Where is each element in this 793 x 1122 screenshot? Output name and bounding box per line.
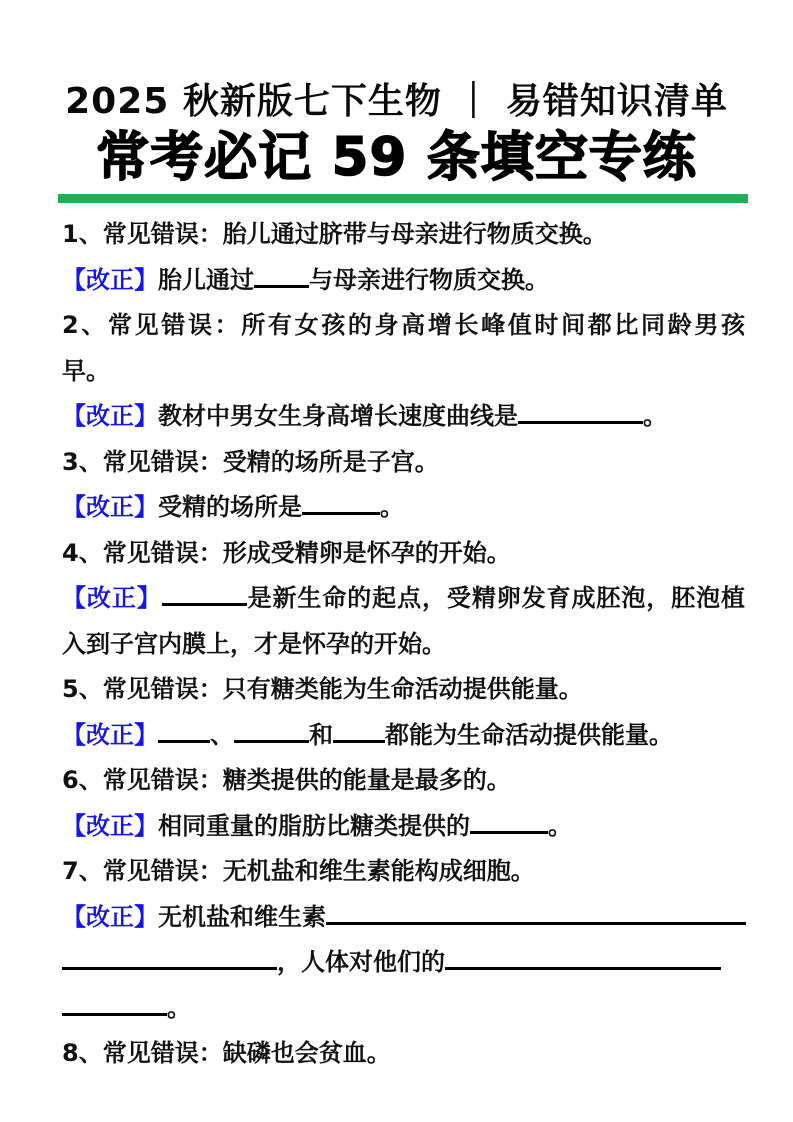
correction-line <box>62 713 745 759</box>
fill-in-blank <box>158 721 210 743</box>
list-item-3 <box>62 440 745 531</box>
correction-label: 【改正】 <box>62 720 158 749</box>
correction-line <box>62 394 745 440</box>
correction-line <box>62 622 745 668</box>
text-run: 相同重量的脂肪比糖类提供的 <box>158 811 470 840</box>
list-item-8 <box>62 1031 745 1077</box>
correction-label: 【改正】 <box>62 902 158 931</box>
text-run: 入到子宫内膜上，才是怀孕的开始。 <box>62 629 446 658</box>
correction-label: 【改正】 <box>62 402 158 430</box>
error-line <box>62 758 745 804</box>
text-run: 5、常见错误：只有糖类能为生命活动提供能量。 <box>62 675 583 703</box>
list-item-4 <box>62 531 745 668</box>
correction-line <box>62 576 745 622</box>
correction-line <box>62 895 745 941</box>
error-line <box>62 212 745 258</box>
correction-line <box>62 485 745 531</box>
list-item-1 <box>62 212 745 303</box>
text-run: 4、常见错误：形成受精卵是怀孕的开始。 <box>62 538 511 567</box>
fill-in-blank <box>62 948 277 970</box>
error-line <box>62 849 745 895</box>
correction-label: 【改正】 <box>62 811 158 840</box>
list-item-7 <box>62 849 745 1031</box>
fill-in-blank <box>470 812 548 834</box>
text-run: 与母亲进行物质交换。 <box>309 265 549 294</box>
correction-line <box>62 804 745 850</box>
list-item-6 <box>62 758 745 849</box>
fill-in-blank <box>162 584 247 606</box>
fill-in-blank <box>518 402 643 424</box>
text-run: 都能为生命活动提供能量。 <box>385 720 673 749</box>
error-line <box>62 349 745 395</box>
text-run: 。 <box>167 993 191 1022</box>
fill-in-blank <box>62 994 167 1016</box>
page-header <box>0 0 793 203</box>
fill-in-blank <box>234 721 309 743</box>
correction-label: 【改正】 <box>62 584 162 612</box>
text-run: 。 <box>548 811 572 840</box>
error-line <box>62 440 745 486</box>
question-list <box>0 203 793 1077</box>
text-run: 无机盐和维生素 <box>158 902 326 931</box>
fill-in-blank <box>326 903 746 925</box>
text-run: 和 <box>309 720 333 749</box>
text-run: 是新生命的起点，受精卵发育成胚泡，胚泡植 <box>246 584 746 612</box>
text-run: 6、常见错误：糖类提供的能量是最多的。 <box>62 766 511 794</box>
error-line <box>62 303 745 349</box>
text-run: 、 <box>210 720 234 749</box>
text-run: 2、常见错误：所有女孩的身高增长峰值时间都比同龄男孩 <box>62 311 745 339</box>
text-run: 7、常见错误：无机盐和维生素能构成细胞。 <box>62 857 535 885</box>
text-run: 早。 <box>62 356 110 385</box>
text-run: 8、常见错误：缺磷也会贫血。 <box>62 1039 391 1067</box>
text-run: ，人体对他们的 <box>277 948 445 976</box>
fill-in-blank <box>254 266 309 288</box>
error-line <box>62 667 745 713</box>
text-run: 3、常见错误：受精的场所是子宫。 <box>62 447 439 476</box>
text-run: 胎儿通过 <box>158 265 254 294</box>
correction-label: 【改正】 <box>62 493 158 521</box>
text-run: 。 <box>380 493 404 521</box>
error-line <box>62 531 745 577</box>
text-run: 1、常见错误：胎儿通过脐带与母亲进行物质交换。 <box>62 220 607 248</box>
page-title: 常考必记 59 条填空专练 <box>96 127 697 188</box>
text-run: 教材中男女生身高增长速度曲线是 <box>158 402 518 430</box>
fill-in-blank <box>302 493 380 515</box>
list-item-2 <box>62 303 745 440</box>
text-run: 。 <box>643 402 667 430</box>
fill-in-blank <box>333 721 385 743</box>
fill-in-blank <box>445 948 721 970</box>
correction-line <box>62 986 745 1032</box>
correction-line <box>62 940 745 986</box>
text-run: 受精的场所是 <box>158 493 302 521</box>
correction-label: 【改正】 <box>62 265 158 294</box>
error-line <box>62 1031 745 1077</box>
list-item-5 <box>62 667 745 758</box>
subject-title: 2025 秋新版七下生物 ｜ 易错知识清单 <box>65 81 728 122</box>
correction-line <box>62 258 745 304</box>
green-divider-bar <box>58 194 748 203</box>
